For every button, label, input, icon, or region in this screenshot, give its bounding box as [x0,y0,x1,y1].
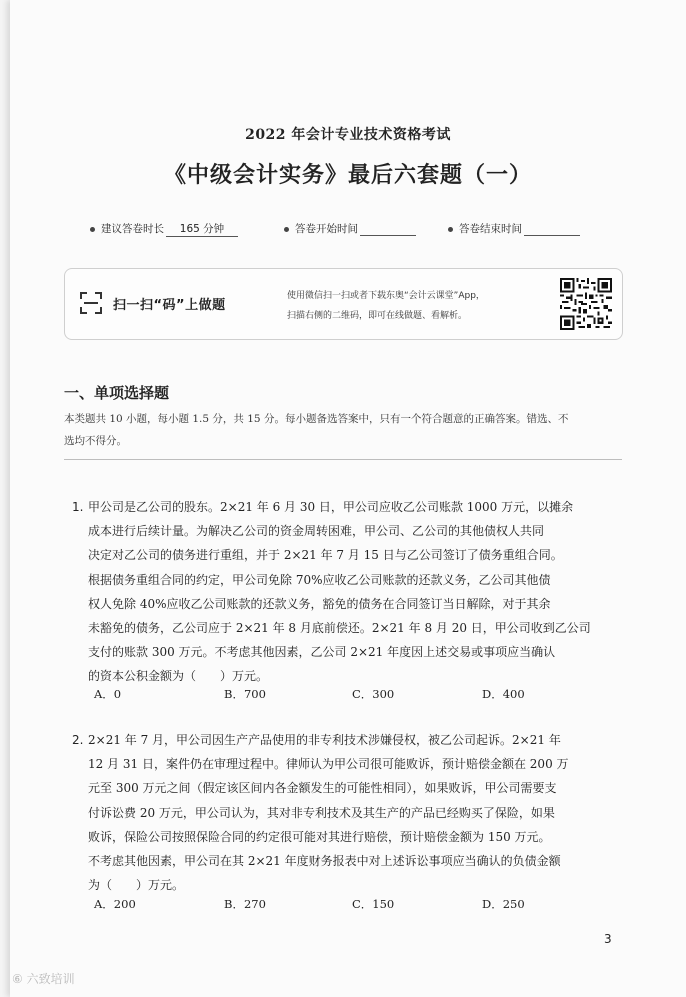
suggested-time-label: 建议答卷时长 [101,223,164,235]
section-divider [64,459,622,460]
stem-line: 根据债务重组合同的约定，甲公司免除 70%应收乙公司账款的还款义务，乙公司其他债 [88,572,551,587]
bullet-icon [90,227,95,232]
stem-line: 权人免除 40%应收乙公司账款的还款义务，豁免的债务在合同签订当日解除，对于其余 [88,596,551,611]
end-time-blank[interactable] [524,223,580,236]
stem-line: 为（ ）万元。 [88,878,185,893]
main-title: 《中级会计实务》最后六套题（一） [163,162,532,188]
scan-desc-line: 扫描右侧的二维码，即可在线做题、看解析。 [287,311,468,321]
question-number: 2. [72,733,84,747]
page-number: 3 [604,932,612,946]
stem-line: 的资本公积金额为（ ）万元。 [88,669,269,684]
option-a[interactable]: A．200 [94,897,136,911]
start-time [284,221,416,236]
stem-line: 2×21 年 7 月，甲公司因生产产品使用的非专利技术涉嫌侵权，被乙公司起诉。2×21 年 [88,733,561,747]
stem-line: 支付的账款 300 万元。不考虑其他因素，乙公司 2×21 年度因上述交易或事项应当确认 [88,645,556,660]
option-c[interactable]: C．300 [352,687,395,701]
bullet-icon [448,227,453,232]
question-number: 1. [72,500,84,514]
option-b[interactable]: B．270 [224,897,266,911]
scan-icon [79,291,103,315]
section-desc-line: 选均不得分。 [64,435,127,447]
question-1 [72,495,624,689]
end-time [448,221,580,236]
bullet-icon [284,227,289,232]
document-page [10,0,686,997]
suggested-time-value: 165 分钟 [166,221,238,237]
stem-line: 未豁免的债务，乙公司应于 2×21 年 8 月底前偿还。2×21 年 8 月 20 日，甲公司收到乙公司 [88,621,591,636]
stem-line: 决定对乙公司的债务进行重组，并于 2×21 年 7 月 15 日与乙公司签订了债务重组合同。 [88,548,563,563]
scan-label: 扫一扫“码”上做题 [113,298,226,313]
start-time-blank[interactable] [360,223,416,236]
question-2 [72,728,624,897]
option-b[interactable]: B．700 [224,687,266,701]
stem-line: 元至 300 万元之间（假定该区间内各金额发生的可能性相同），如果败诉，甲公司需要支 [88,781,557,796]
watermark: ⑥ 六致培训 [12,972,75,986]
question-stem [88,728,624,897]
stem-line: 付诉讼费 20 万元，甲公司认为，其对非专利技术及其生产的产品已经购买了保险，如果 [88,805,555,820]
option-d[interactable]: D．250 [482,897,525,911]
stem-line: 甲公司是乙公司的股东。2×21 年 6 月 30 日，甲公司应收乙公司账款 1000 万元，以摊余 [88,500,574,514]
start-time-label: 答卷开始时间 [295,223,358,235]
stem-line: 败诉，保险公司按照保险合同的约定很可能对其进行赔偿，预计赔偿金额为 150 万元。 [88,829,551,844]
exam-title: 2022 年会计专业技术资格考试 [245,127,451,143]
end-time-label: 答卷结束时间 [459,223,522,235]
section-description [64,408,624,452]
section-desc-line: 本类题共 10 小题，每小题 1.5 分，共 15 分。每小题备选答案中，只有一个符合题意的正确答案。错选、不 [64,413,569,425]
qr-code-icon[interactable] [560,278,612,330]
stem-line: 12 月 31 日，案件仍在审理过程中。律师认为甲公司很可能败诉，预计赔偿金额在 200 万 [88,757,569,772]
suggested-time [90,221,238,237]
stem-line: 成本进行后续计量。为解决乙公司的资金周转困难，甲公司、乙公司的其他债权人共同 [88,524,545,539]
scan-box [64,268,623,340]
option-a[interactable]: A．0 [94,687,122,701]
scan-desc-line: 使用微信扫一扫或者下载东奥“会计云课堂”App， [287,291,485,301]
question-stem [88,495,624,689]
stem-line: 不考虑其他因素，甲公司在其 2×21 年度财务报表中对上述诉讼事项应当确认的负债金额 [88,854,561,869]
option-d[interactable]: D．400 [482,687,525,701]
section-title: 一、单项选择题 [64,384,170,402]
scan-description [287,286,537,326]
option-c[interactable]: C．150 [352,897,395,911]
